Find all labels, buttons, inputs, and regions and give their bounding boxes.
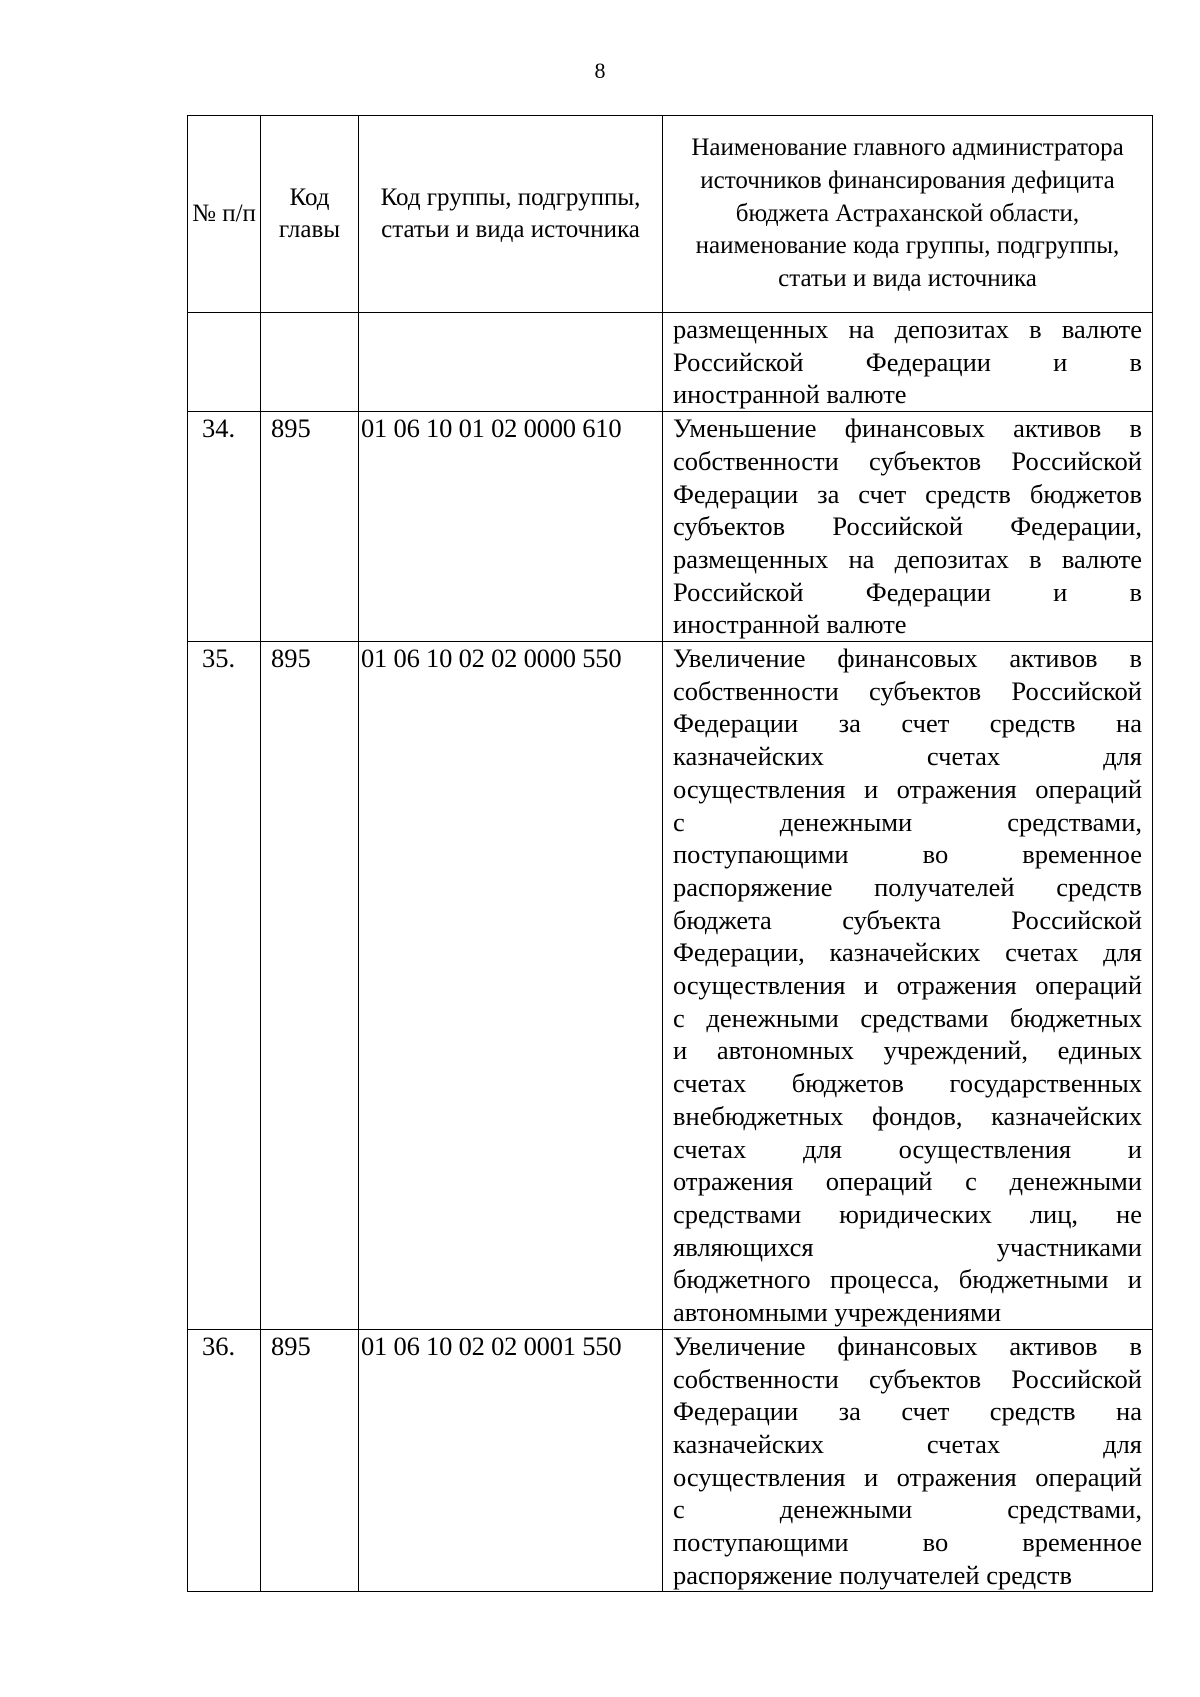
row-chapter-code: [261, 313, 359, 412]
table-header-row: [188, 116, 1153, 313]
table-row: [188, 412, 1153, 642]
row-number: 36.: [188, 1329, 261, 1592]
description-line: и автономных учреждений, единых: [673, 1035, 1142, 1066]
description-line: бюджетного процесса, бюджетными и: [673, 1264, 1142, 1295]
row-description: [663, 642, 1153, 1330]
description-line: с денежными средствами бюджетных: [673, 1002, 1142, 1033]
description-line: Уменьшение финансовых активов в: [673, 413, 1142, 444]
description-line: собственности субъектов Российской: [673, 675, 1142, 706]
description-line: Федерации за счет средств бюджетов: [673, 478, 1142, 509]
row-number: 34.: [188, 412, 261, 642]
row-chapter-code: 895: [261, 642, 359, 1330]
header-description: Наименование главного администратора источников финансирования дефицита бюджета Астраханской области, наименование кода группы, подгруппы, статьи и вида источника: [663, 116, 1153, 313]
row-description: [663, 412, 1153, 642]
description-line: субъектов Российской Федерации,: [673, 511, 1142, 542]
description-line: поступающими во временное: [673, 839, 1142, 870]
description-line: собственности субъектов Российской: [673, 1363, 1142, 1394]
description-line: средствами юридических лиц, не: [673, 1198, 1142, 1229]
description-line: собственности субъектов Российской: [673, 445, 1142, 476]
description-line: размещенных на депозитах в валюте: [673, 314, 1142, 344]
sources-table: [187, 115, 1153, 1592]
description-line: бюджета субъекта Российской: [673, 904, 1142, 935]
row-source-code: [359, 313, 663, 412]
description-line: с денежными средствами,: [673, 806, 1142, 837]
description-line: казначейских счетах для: [673, 1428, 1142, 1459]
header-group-code: Код группы, подгруппы, статьи и вида источника: [359, 116, 663, 313]
description-line: Российской Федерации и в: [673, 346, 1142, 377]
table-row: [188, 313, 1153, 412]
description-line: осуществления и отражения операций: [673, 1461, 1142, 1492]
description-line: иностранной валюте: [673, 609, 907, 640]
row-description: [663, 313, 1153, 412]
row-chapter-code: 895: [261, 412, 359, 642]
description-line: осуществления и отражения операций: [673, 773, 1142, 804]
description-line: распоряжение получателей средств: [673, 1559, 1072, 1590]
row-number: 35.: [188, 642, 261, 1330]
description-line: казначейских счетах для: [673, 741, 1142, 772]
description-line: Федерации за счет средств на: [673, 708, 1142, 739]
page-number: 8: [594, 58, 606, 83]
header-num: № п/п: [188, 116, 261, 313]
row-source-code: 01 06 10 01 02 0000 610: [359, 412, 663, 642]
description-line: Российской Федерации и в: [673, 576, 1142, 607]
row-chapter-code: 895: [261, 1329, 359, 1592]
description-line: поступающими во временное: [673, 1527, 1142, 1558]
description-line: отражения операций с денежными: [673, 1166, 1142, 1197]
table-body: [188, 313, 1153, 1592]
description-line: Федерации за счет средств на: [673, 1396, 1142, 1427]
header-chapter-code: Код главы: [261, 116, 359, 313]
table-row: [188, 642, 1153, 1330]
description-line: с денежными средствами,: [673, 1494, 1142, 1525]
description-line: внебюджетных фондов, казначейских: [673, 1100, 1142, 1131]
table-row: [188, 1329, 1153, 1592]
description-line: иностранной валюте: [673, 379, 907, 410]
description-line: Увеличение финансовых активов в: [673, 1330, 1142, 1361]
description-line: счетах бюджетов государственных: [673, 1068, 1142, 1099]
description-line: Увеличение финансовых активов в: [673, 643, 1142, 674]
description-line: являющихся участниками: [673, 1231, 1142, 1262]
row-source-code: 01 06 10 02 02 0001 550: [359, 1329, 663, 1592]
row-source-code: 01 06 10 02 02 0000 550: [359, 642, 663, 1330]
description-line: распоряжение получателей средств: [673, 871, 1142, 902]
row-description: [663, 1329, 1153, 1592]
row-number: [188, 313, 261, 412]
description-line: осуществления и отражения операций: [673, 970, 1142, 1001]
description-line: Федерации, казначейских счетах для: [673, 937, 1142, 968]
description-line: автономными учреждениями: [673, 1297, 1002, 1328]
description-line: счетах для осуществления и: [673, 1133, 1142, 1164]
description-line: размещенных на депозитах в валюте: [673, 543, 1142, 574]
